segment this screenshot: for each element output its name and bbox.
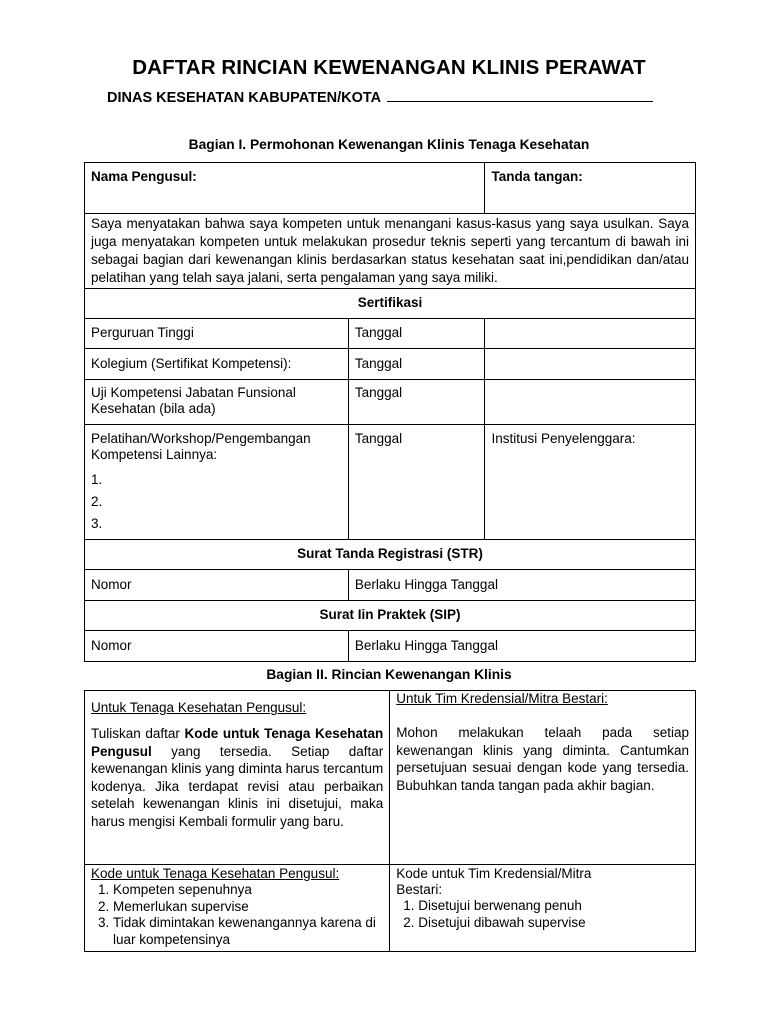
kredensial-code-2: 2. Disetujui dibawah supervise bbox=[418, 915, 689, 932]
perguruan-tinggi-blank[interactable] bbox=[485, 319, 696, 349]
pelatihan-item-2: 2. bbox=[91, 494, 103, 509]
pengusul-text bbox=[91, 725, 383, 830]
pengusul-text-bold: Kode untuk Tenaga Kesehatan Pengusul bbox=[91, 726, 384, 759]
nama-pengusul-cell[interactable]: Nama Pengusul: bbox=[85, 163, 485, 214]
section2-table bbox=[84, 690, 696, 952]
perguruan-tinggi-date[interactable]: Tanggal bbox=[348, 319, 485, 349]
str-berlaku[interactable]: Berlaku Hingga Tanggal bbox=[348, 570, 695, 601]
kredensial-text: Mohon melakukan telaah pada setiap kewenangan klinis yang diminta. Cantumkan persetujuan sesuai dengan kode yang tersedia. Bubuhkan tanda tangan pada akhir bagian. bbox=[396, 725, 689, 793]
uji-kompetensi-label: Uji Kompetensi Jabatan Funsional Kesehatan (bila ada) bbox=[85, 380, 349, 425]
pengusul-code-title: Kode untuk Tenaga Kesehatan Pengusul: bbox=[91, 866, 340, 881]
institusi-penyelenggara[interactable]: Institusi Penyelenggara: bbox=[485, 425, 696, 540]
section1-heading: Bagian I. Permohonan Kewenangan Klinis Tenaga Kesehatan bbox=[188, 137, 590, 152]
kredensial-title: Untuk Tim Kredensial/Mitra Bestari: bbox=[396, 691, 608, 706]
sip-nomor[interactable]: Nomor bbox=[85, 631, 349, 662]
subtitle-text: DINAS KESEHATAN KABUPATEN/KOTA bbox=[107, 90, 382, 106]
pelatihan-item-3: 3. bbox=[91, 516, 103, 531]
pengusul-code-1: 1. Kompeten sepenuhnya bbox=[113, 882, 383, 899]
pelatihan-date[interactable]: Tanggal bbox=[348, 425, 485, 540]
pengusul-code-2: 2. Memerlukan supervise bbox=[113, 899, 383, 916]
kredensial-code-title: Kode untuk Tim Kredensial/Mitra Bestari: bbox=[396, 866, 592, 897]
statement-cell: Saya menyatakan bahwa saya kompeten untuk menangani kasus-kasus yang saya usulkan. Saya juga menyatakan kompeten untuk melakukan prosedur teknis seperti yang tercantum di bawah ini sebagai bagian dari kewenangan klinis berdasarkan status kesehatan saat ini,pendidikan dan/atau pelatihan yang telah saya jalani, serta pengalaman yang saya miliki. bbox=[85, 214, 696, 289]
pelatihan-item-1: 1. bbox=[91, 472, 103, 487]
section2-heading: Bagian II. Rincian Kewenangan Klinis bbox=[266, 667, 512, 682]
section1-table bbox=[84, 162, 696, 662]
perguruan-tinggi-label: Perguruan Tinggi bbox=[85, 319, 349, 349]
pengusul-code-3: 3. Tidak dimintakan kewenangannya karena di luar kompetensinya bbox=[113, 915, 383, 948]
uji-kompetensi-blank[interactable] bbox=[485, 380, 696, 425]
sertifikasi-heading: Sertifikasi bbox=[85, 289, 696, 319]
sip-berlaku[interactable]: Berlaku Hingga Tanggal bbox=[348, 631, 695, 662]
kredensial-codes bbox=[390, 865, 696, 952]
uji-kompetensi-date[interactable]: Tanggal bbox=[348, 380, 485, 425]
str-heading: Surat Tanda Registrasi (STR) bbox=[85, 540, 696, 570]
pelatihan-label: Pelatihan/Workshop/Pengembangan Kompetensi Lainnya: bbox=[91, 431, 311, 462]
str-nomor[interactable]: Nomor bbox=[85, 570, 349, 601]
tanda-tangan-cell[interactable]: Tanda tangan: bbox=[485, 163, 696, 214]
kolegium-date[interactable]: Tanggal bbox=[348, 349, 485, 380]
kolegium-label: Kolegium (Sertifikat Kompetensi): bbox=[85, 349, 349, 380]
pengusul-text-a: Tuliskan daftar bbox=[91, 726, 185, 741]
kredensial-code-1: 1. Disetujui berwenang penuh bbox=[418, 898, 689, 915]
sip-heading: Surat Iin Praktek (SIP) bbox=[85, 601, 696, 631]
document-title: DAFTAR RINCIAN KEWENANGAN KLINIS PERAWAT bbox=[132, 56, 646, 79]
document-subtitle bbox=[107, 89, 653, 106]
pelatihan-cell[interactable] bbox=[85, 425, 349, 540]
pengusul-text-b: yang tersedia. Setiap daftar kewenangan klinis yang diminta harus tercantum kodenya. Jika terdapat revisi atau perbaikan setelah kewenangan klinis ini disetujui, maka harus mengisi Kembali formulir yang baru. bbox=[91, 743, 384, 829]
kota-fill-line[interactable] bbox=[387, 89, 653, 102]
pengusul-codes bbox=[85, 865, 390, 952]
kredensial-instructions bbox=[390, 691, 696, 865]
pengusul-title: Untuk Tenaga Kesehatan Pengusul: bbox=[91, 700, 307, 715]
pengusul-instructions bbox=[85, 691, 390, 865]
kolegium-blank[interactable] bbox=[485, 349, 696, 380]
